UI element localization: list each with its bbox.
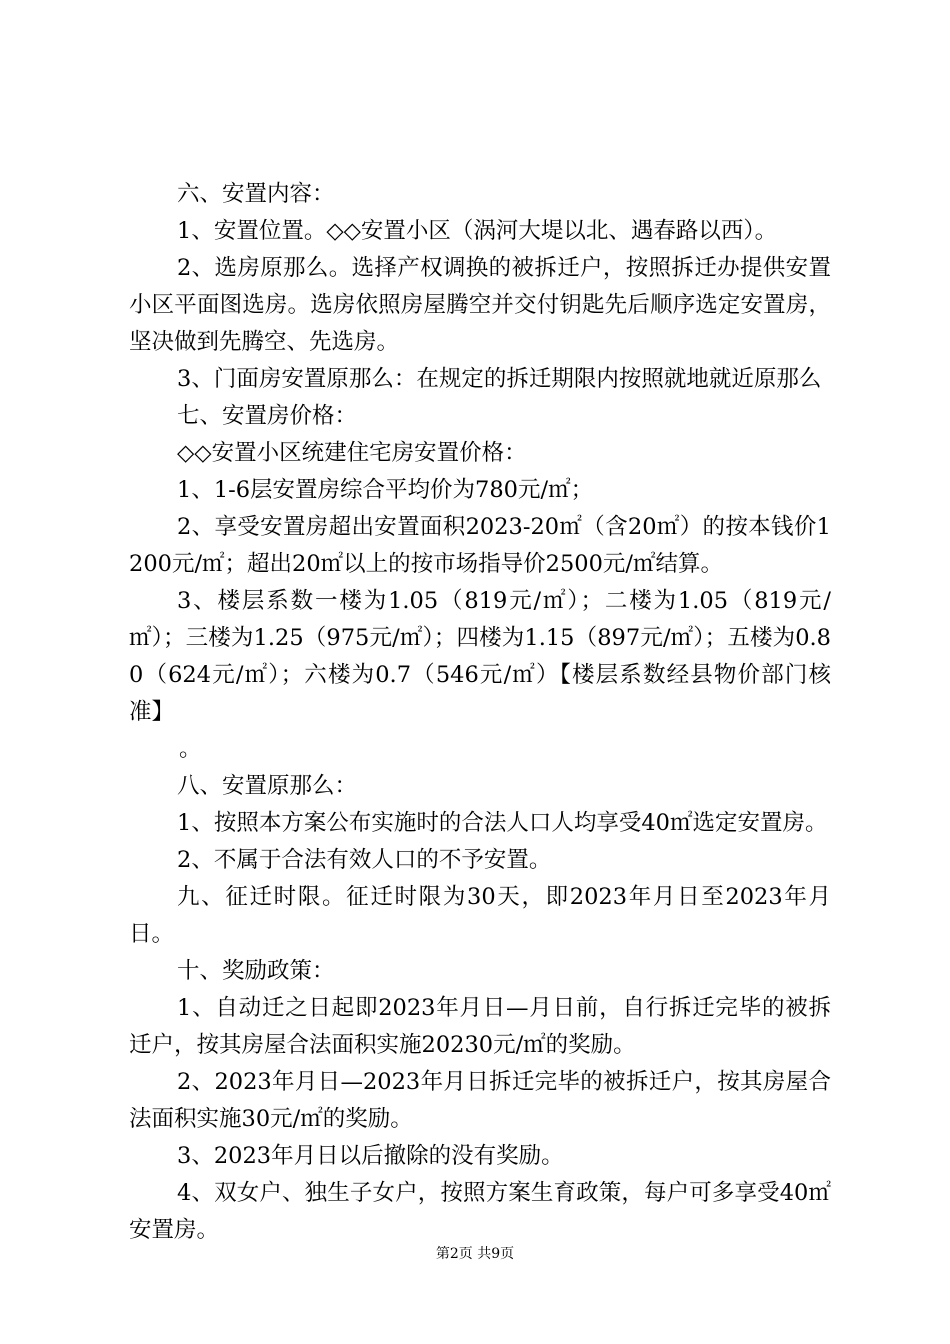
paragraph-reward-4: 4、双女户、独生子女户，按照方案生育政策，每户可多享受40㎡安置房。	[129, 1180, 831, 1243]
paragraph-floor-coefficient: 3、楼层系数一楼为1.05（819元/㎡）；二楼为1.05（819元/㎡）；三楼为1.25（975元/㎡）；四楼为1.15（897元/㎡）；五楼为0.80（624元/㎡）；六楼为0.7（546元/㎡）【楼层系数经县物价部门核准】	[129, 588, 831, 725]
paragraph-average-price: 1、1-6层安置房综合平均价为780元/㎡；	[177, 477, 594, 503]
paragraph-period: 。	[179, 736, 202, 762]
paragraph-no-resettlement: 2、不属于合法有效人口的不予安置。	[177, 847, 552, 873]
paragraph-per-capita: 1、按照本方案公布实施时的合法人口人均享受40㎡选定安置房。	[177, 810, 828, 836]
section-heading-7: 七、安置房价格：	[177, 403, 358, 429]
paragraph-excess-price: 2、享受安置房超出安置面积2023-20㎡（含20㎡）的按本钱价1200元/㎡；超出20㎡以上的按市场指导价2500元/㎡结算。	[129, 514, 831, 577]
section-heading-6: 六、安置内容：	[177, 181, 335, 207]
paragraph-storefront-principle: 3、门面房安置原那么：在规定的拆迁期限内按照就地就近原那么	[177, 366, 822, 392]
section-heading-8: 八、安置原那么：	[177, 773, 358, 799]
paragraph-reward-2: 2、2023年月日—2023年月日拆迁完毕的被拆迁户，按其房屋合法面积实施30元/㎡的奖励。	[129, 1069, 831, 1132]
document-body	[129, 176, 831, 1249]
page-footer: 第2页 共9页	[435, 1246, 515, 1262]
paragraph-selection-principle: 2、选房原那么。选择产权调换的被拆迁户，按照拆迁办提供安置小区平面图选房。选房依照房屋腾空并交付钥匙先后顺序选定安置房，坚决做到先腾空、先选房。	[129, 255, 831, 355]
section-heading-9: 九、征迁时限。征迁时限为30天，即2023年月日至2023年月日。	[129, 884, 831, 947]
paragraph-reward-1: 1、自动迁之日起即2023年月日—月日前，自行拆迁完毕的被拆迁户，按其房屋合法面积实施20230元/㎡的奖励。	[129, 995, 831, 1058]
paragraph-location: 1、安置位置。◇◇安置小区（涡河大堤以北、遇春路以西）。	[177, 218, 778, 244]
paragraph-price-intro: ◇◇安置小区统建住宅房安置价格：	[177, 440, 527, 466]
section-heading-10: 十、奖励政策：	[177, 958, 335, 984]
paragraph-reward-3: 3、2023年月日以后撤除的没有奖励。	[177, 1143, 564, 1169]
